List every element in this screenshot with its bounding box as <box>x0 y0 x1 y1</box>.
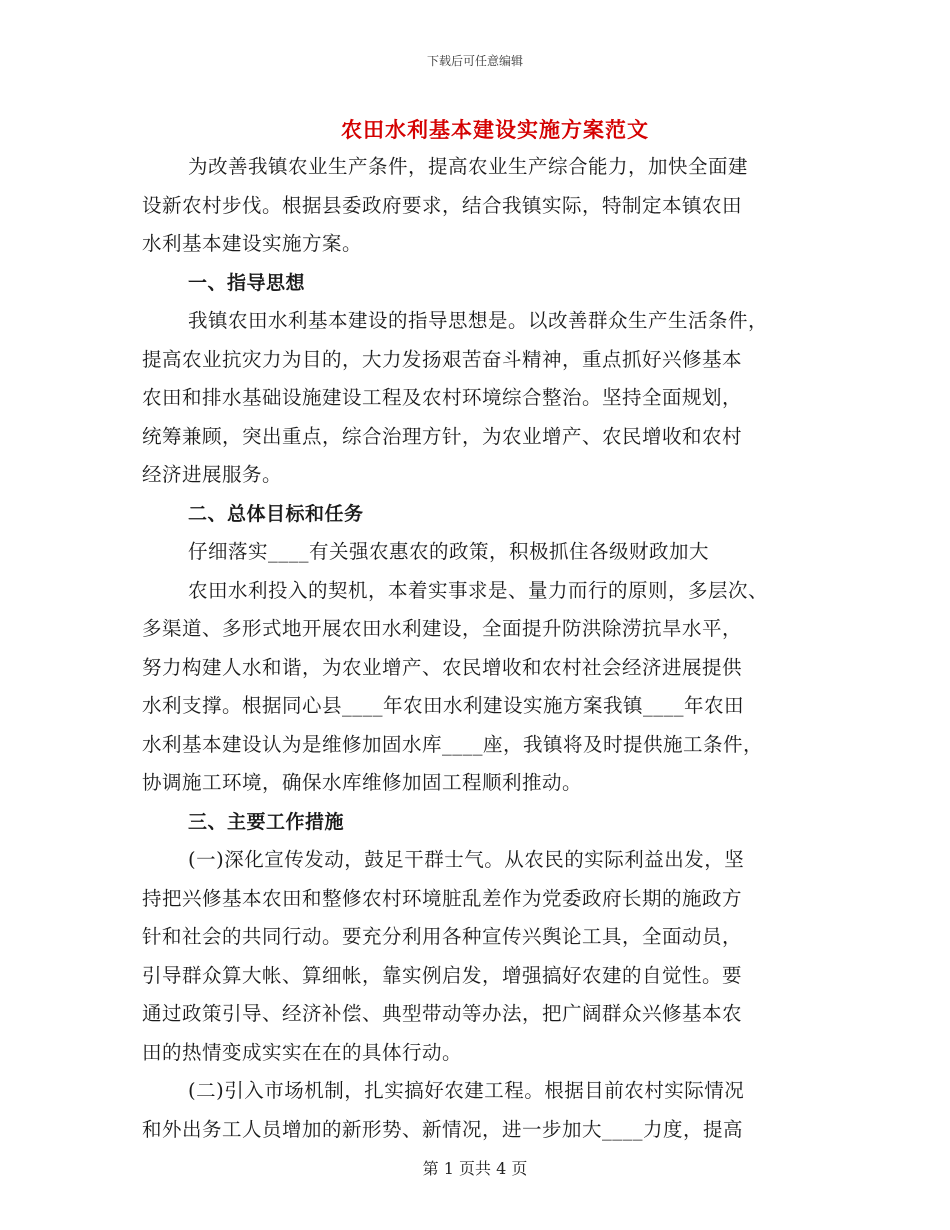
body-text-line: 努力构建人水和谐，为农业增产、农民增收和农村社会经济进展提供 <box>142 655 743 679</box>
document-title: 农田水利基本建设实施方案范文 <box>341 117 649 142</box>
section-heading: 一、指导思想 <box>188 271 306 294</box>
body-text-line: (二)引入市场机制，扎实搞好农建工程。根据目前农村实际情况 <box>188 1079 745 1102</box>
body-text-line: 提高农业抗灾力为目的，大力发扬艰苦奋斗精神，重点抓好兴修基本 <box>142 347 743 371</box>
body-text-line: 水利基本建设认为是维修加固水库____座，我镇将及时提供施工条件， <box>142 732 764 756</box>
body-text-line: 统筹兼顾，突出重点，综合治理方针，为农业增产、农民增收和农村 <box>142 424 743 448</box>
body-text-line: 协调施工环境，确保水库维修加固工程顺利推动。 <box>142 771 583 794</box>
body-text-line: 经济进展服务。 <box>142 463 283 486</box>
section-heading: 二、总体目标和任务 <box>188 502 364 525</box>
body-text-line: 农田水利投入的契机，本着实事求是、量力而行的原则，多层次、 <box>188 578 769 602</box>
body-text-line: 仔细落实____有关强农惠农的政策，积极抓住各级财政加大 <box>188 540 710 563</box>
body-text-line: 多渠道、多形式地开展农田水利建设，全面提升防洪除涝抗旱水平， <box>142 617 743 640</box>
body-text-line: 和外出务工人员增加的新形势、新情况，进一步加大____力度，提高 <box>142 1117 744 1141</box>
body-text-line: 通过政策引导、经济补偿、典型带动等办法，把广阔群众兴修基本农 <box>142 1002 743 1025</box>
body-text-line: 水利支撑。根据同心县____年农田水利建设实施方案我镇____年农田 <box>142 694 745 717</box>
body-text-line: 针和社会的共同行动。要充分利用各种宣传兴舆论工具，全面动员， <box>142 925 743 948</box>
body-text-line: 农田和排水基础设施建设工程及农村环境综合整治。坚持全面规划， <box>142 386 743 409</box>
body-text-line: 水利基本建设实施方案。 <box>142 232 363 255</box>
body-text-line: 为改善我镇农业生产条件，提高农业生产综合能力，加快全面建 <box>188 155 749 178</box>
body-text-line: 引导群众算大帐、算细帐，靠实例启发，增强搞好农建的自觉性。要 <box>142 963 743 987</box>
body-text-line: 持把兴修基本农田和整修农村环境脏乱差作为党委政府长期的施政方 <box>142 886 743 910</box>
page-footer: 第 1 页共 4 页 <box>422 1159 528 1178</box>
body-text-line: (一)深化宣传发动，鼓足干群士气。从农民的实际利益出发，坚 <box>188 848 745 871</box>
section-heading: 三、主要工作措施 <box>188 810 345 833</box>
header-note: 下载后可任意编辑 <box>426 54 523 68</box>
body-text-line: 设新农村步伐。根据县委政府要求，结合我镇实际，特制定本镇农田 <box>142 193 743 217</box>
body-text-line: 田的热情变成实实在在的具体行动。 <box>142 1040 463 1064</box>
body-text-line: 我镇农田水利基本建设的指导思想是。以改善群众生产生活条件， <box>188 309 769 332</box>
document-body <box>142 148 810 1149</box>
